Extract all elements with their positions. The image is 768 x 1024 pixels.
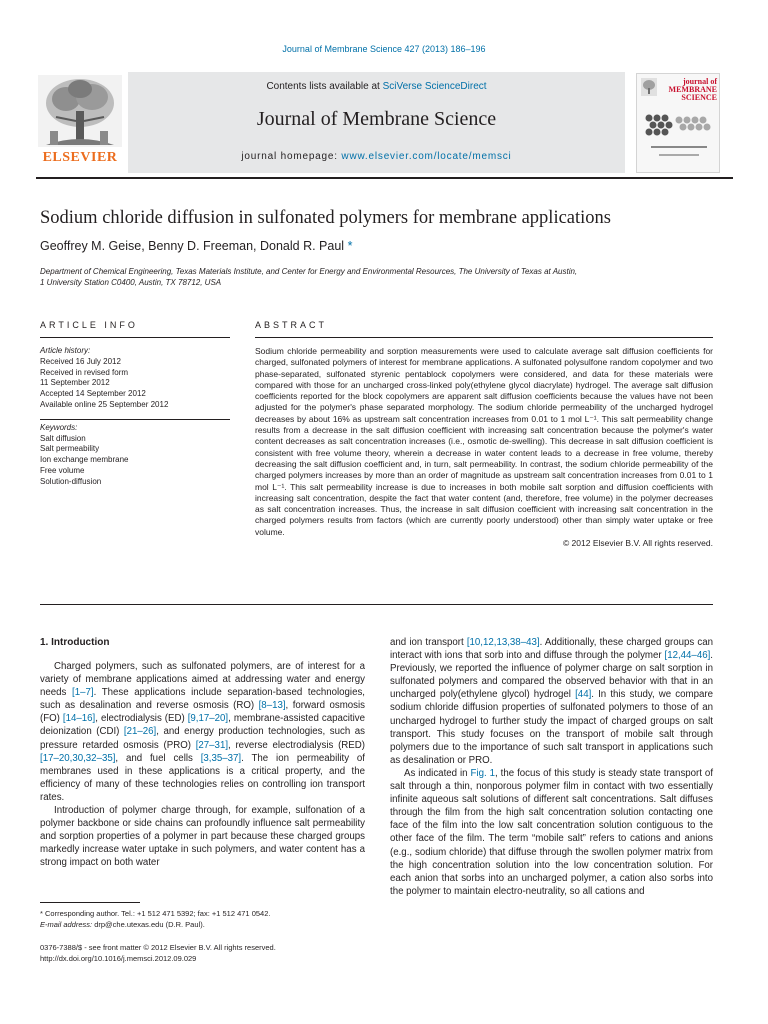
keyword-item: Solution-diffusion	[40, 476, 102, 486]
cover-title-line-1: journal of	[683, 77, 717, 86]
email-label: E-mail address:	[40, 920, 93, 929]
keyword-item: Salt permeability	[40, 444, 100, 454]
footnote	[40, 908, 365, 930]
email-line	[40, 919, 365, 930]
article-info-rule	[40, 337, 230, 338]
citation-link[interactable]: [3,35–37]	[200, 752, 242, 764]
intro-paragraph-1	[40, 660, 365, 804]
history-accepted: Accepted 14 September 2012	[40, 389, 146, 399]
citation-link[interactable]: [9,17–20]	[187, 713, 229, 725]
citation-link[interactable]: [8–13]	[258, 700, 286, 712]
body-column-left	[40, 660, 365, 870]
text-run: . Previously, we reported the influence of polymer charge on salt sorption in sulfonated polymers and compared the observed behavior with that in an uncharged poly(ethylene glycol) hydrogel	[390, 650, 713, 701]
elsevier-mini-logo-icon	[641, 78, 657, 96]
copyright-notice: © 2012 Elsevier B.V. All rights reserved.	[562, 538, 713, 549]
cover-rule-2	[659, 154, 699, 156]
corresponding-author-note: * Corresponding author. Tel.: +1 512 471 5392; fax: +1 512 471 0542.	[40, 909, 271, 918]
footnote-rule	[40, 902, 140, 903]
elsevier-wordmark: ELSEVIER	[42, 150, 118, 165]
intro-paragraph-2-cont	[390, 636, 713, 767]
introduction-heading: 1. Introduction	[40, 637, 110, 648]
intro-paragraph-3	[390, 767, 713, 898]
article-info-panel	[40, 346, 220, 488]
figure-link[interactable]: Fig. 1	[470, 767, 495, 779]
cover-molecule-graphic-icon	[643, 110, 715, 140]
text-run: . In this study, we compare sodium chloride diffusion properties of sulfonated polymers to those of an uncharged hydrogel to further study the impact of charged groups on salt transport. This study focuses on the transport of mobile salt through polymers due to the importance of such salt transport in applications such as desalination or PRO.	[390, 689, 713, 766]
citation-link[interactable]: [27–31]	[195, 739, 229, 751]
text-run: . Additionally, these charged groups can interact with ions that sorb into and diffuse through the polymer	[390, 637, 714, 662]
authors-names: Geoffrey M. Geise, Benny D. Freeman, Donald R. Paul	[40, 239, 345, 253]
citation-link[interactable]: [10,12,13,38–43]	[466, 637, 540, 648]
abstract-rule	[255, 337, 713, 338]
journal-reference-link[interactable]: Journal of Membrane Science 427 (2013) 186–196	[282, 44, 486, 54]
history-label: Article history:	[40, 346, 91, 355]
text-run: , the focus of this study is steady state transport of salt through a thin, nonporous polymer film in contact with two essentially infinite aqueous salt solutions of different salt concentrations. Salt diffuses through the film from the high salt concentration solution contacting one face of the film into the low salt concentration solution contiguous to the other face of the film. The term “mobile salt” refers to cations and anions (e.g., sodium chloride) that diffuse through the swollen polymer matrix from the high concentration solution into the low concentration solution. For each anion that sorbs into an uncharged polymer, a cation also sorbs into the polymer to maintain electro-neutrality, so all cations and	[390, 767, 714, 897]
email-address[interactable]: drp@che.utexas.edu (D.R. Paul).	[92, 920, 205, 929]
text-run: . These applications include separation-based technologies, such as desalination and reverse osmosis (RO)	[40, 687, 365, 712]
citation-link[interactable]: [12,44–46]	[664, 650, 711, 662]
keywords-label: Keywords:	[40, 422, 78, 432]
contents-prefix: Contents lists available at	[266, 81, 383, 92]
article-info-heading: ARTICLE INFO	[40, 320, 138, 330]
text-run: , forward osmosis (FO)	[40, 700, 365, 725]
journal-cover-thumbnail[interactable]	[636, 73, 720, 173]
abstract-heading: ABSTRACT	[255, 320, 328, 330]
cover-title-line-2: MEMBRANE	[668, 85, 717, 94]
text-run: As indicated in	[404, 767, 471, 779]
header-rule	[36, 177, 733, 179]
abstract-body	[255, 346, 713, 549]
keyword-item: Salt diffusion	[40, 433, 86, 443]
citation-link[interactable]: [1–7]	[72, 687, 94, 699]
abstract-text: Sodium chloride permeability and sorption measurements were used to calculate average salt diffusion coefficients for charged, sulfonated polymers of interest for membrane applications. A sulfonated polysulfone random copolymer and two phase-separated, sulfonated styrenic pentablock copolymers were considered, and data for these materials were compared with those for an uncharged cross-linked poly(ethylene glycol diacrylate) hydrogel. The average salt diffusion coefficients reported for the block copolymers are apparent salt diffusion coefficients because the values have not been adjusted for the polymer's phase separated morphology. The sodium chloride permeability of the uncharged hydrogel decreases by about 16% as upstream salt concentration increases from 0.01 to 1 mol L⁻¹. This salt permeability change results from a decrease in the salt diffusion coefficient with increasing salt concentration because the polymer's water content decreases as salt concentration increases (i.e., osmotic de-swelling). This decrease in salt diffusion coefficient is consistent with free volume theory, wherein a decrease in water content leads to a decrease in free volume, thereby decreasing the salt diffusion coefficient and, in turn, salt permeability. In contrast, the sodium chloride permeability of the charged polymers increases by more than an order of magnitude as upstream salt concentration increases from 0.01 to 1 mol L⁻¹. This salt permeability increase is due to increases in both mobile salt sorption and diffusion coefficients with increasing salt concentration, despite the fact that water content (and, therefore, free volume) in the polymer decreases as salt concentration increases. Thus, the increase in salt diffusion coefficient with increasing salt concentration in the charged polymers results from factors (which are currently poorly understood) other than simply water uptake or free volume.	[255, 346, 713, 537]
text-run: Charged polymers, such as sulfonated polymers, are of interest for a variety of membrane applications aimed at addressing water and energy needs	[40, 661, 365, 699]
keyword-item: Ion exchange membrane	[40, 455, 129, 465]
text-run: . The ion permeability of membranes used in these applications is a critical property, and the efficiency of many of these technologies relies on controlling ion transport rates.	[40, 752, 365, 803]
text-run: , and fuel cells	[115, 752, 201, 764]
text-run: and ion transport	[390, 637, 467, 648]
article-title: Sodium chloride diffusion in sulfonated polymers for membrane applications	[40, 208, 611, 228]
affiliation-line-2: 1 University Station C0400, Austin, TX 78712, USA	[40, 278, 222, 287]
journal-homepage-link[interactable]: www.elsevier.com/locate/memsci	[341, 151, 512, 162]
journal-title: Journal of Membrane Science	[256, 108, 497, 130]
front-matter-line: 0376-7388/$ - see front matter © 2012 Elsevier B.V. All rights reserved.	[40, 943, 276, 952]
text-run: , electrodialysis (ED)	[95, 713, 188, 725]
journal-homepage-line	[128, 151, 625, 162]
history-received: Received 16 July 2012	[40, 356, 121, 366]
keyword-item: Free volume	[40, 465, 85, 475]
cover-rule	[651, 146, 707, 148]
affiliation	[40, 266, 730, 288]
history-revised-date: 11 September 2012	[40, 378, 110, 388]
citation-link[interactable]: [44]	[575, 689, 592, 701]
corresponding-author-mark[interactable]: *	[347, 239, 353, 253]
doi-link[interactable]: http://dx.doi.org/10.1016/j.memsci.2012.09.029	[40, 954, 197, 963]
citation-link[interactable]: [17–20,30,32–35]	[40, 752, 116, 764]
body-column-right	[390, 636, 713, 898]
spacer	[40, 411, 220, 423]
cover-title	[659, 78, 717, 102]
citation-link[interactable]: [14–16]	[62, 713, 96, 725]
text-run: , and energy production technologies, such as pressure retarded osmosis (PRO)	[40, 726, 365, 751]
homepage-prefix: journal homepage:	[241, 151, 342, 162]
history-revised: Received in revised form	[40, 367, 129, 377]
contents-available-line	[128, 81, 625, 92]
sciencedirect-link[interactable]: SciVerse ScienceDirect	[382, 81, 487, 92]
intro-paragraph-2: Introduction of polymer charge through, for example, sulfonation of a polymer backbone or side chains can profoundly influence salt permeability and sorption properties of a polymer in part because these charged groups markedly increase water uptake in such polymers, and water content has a strong impact on both water	[40, 805, 365, 869]
text-run: , reverse electrodialysis (RED)	[228, 739, 365, 751]
citation-link[interactable]: [21–26]	[123, 726, 157, 738]
text-run: , membrane-assisted capacitive deionization (CDI)	[40, 713, 365, 738]
abstract-bottom-rule	[40, 604, 713, 605]
author-list	[40, 239, 352, 253]
history-online: Available online 25 September 2012	[40, 399, 169, 409]
issn-block	[40, 942, 365, 964]
cover-title-line-3: SCIENCE	[681, 93, 717, 102]
affiliation-line-1: Department of Chemical Engineering, Texas Materials Institute, and Center for Energy and Environmental Resources, The University of Texas at Austin,	[40, 267, 578, 276]
